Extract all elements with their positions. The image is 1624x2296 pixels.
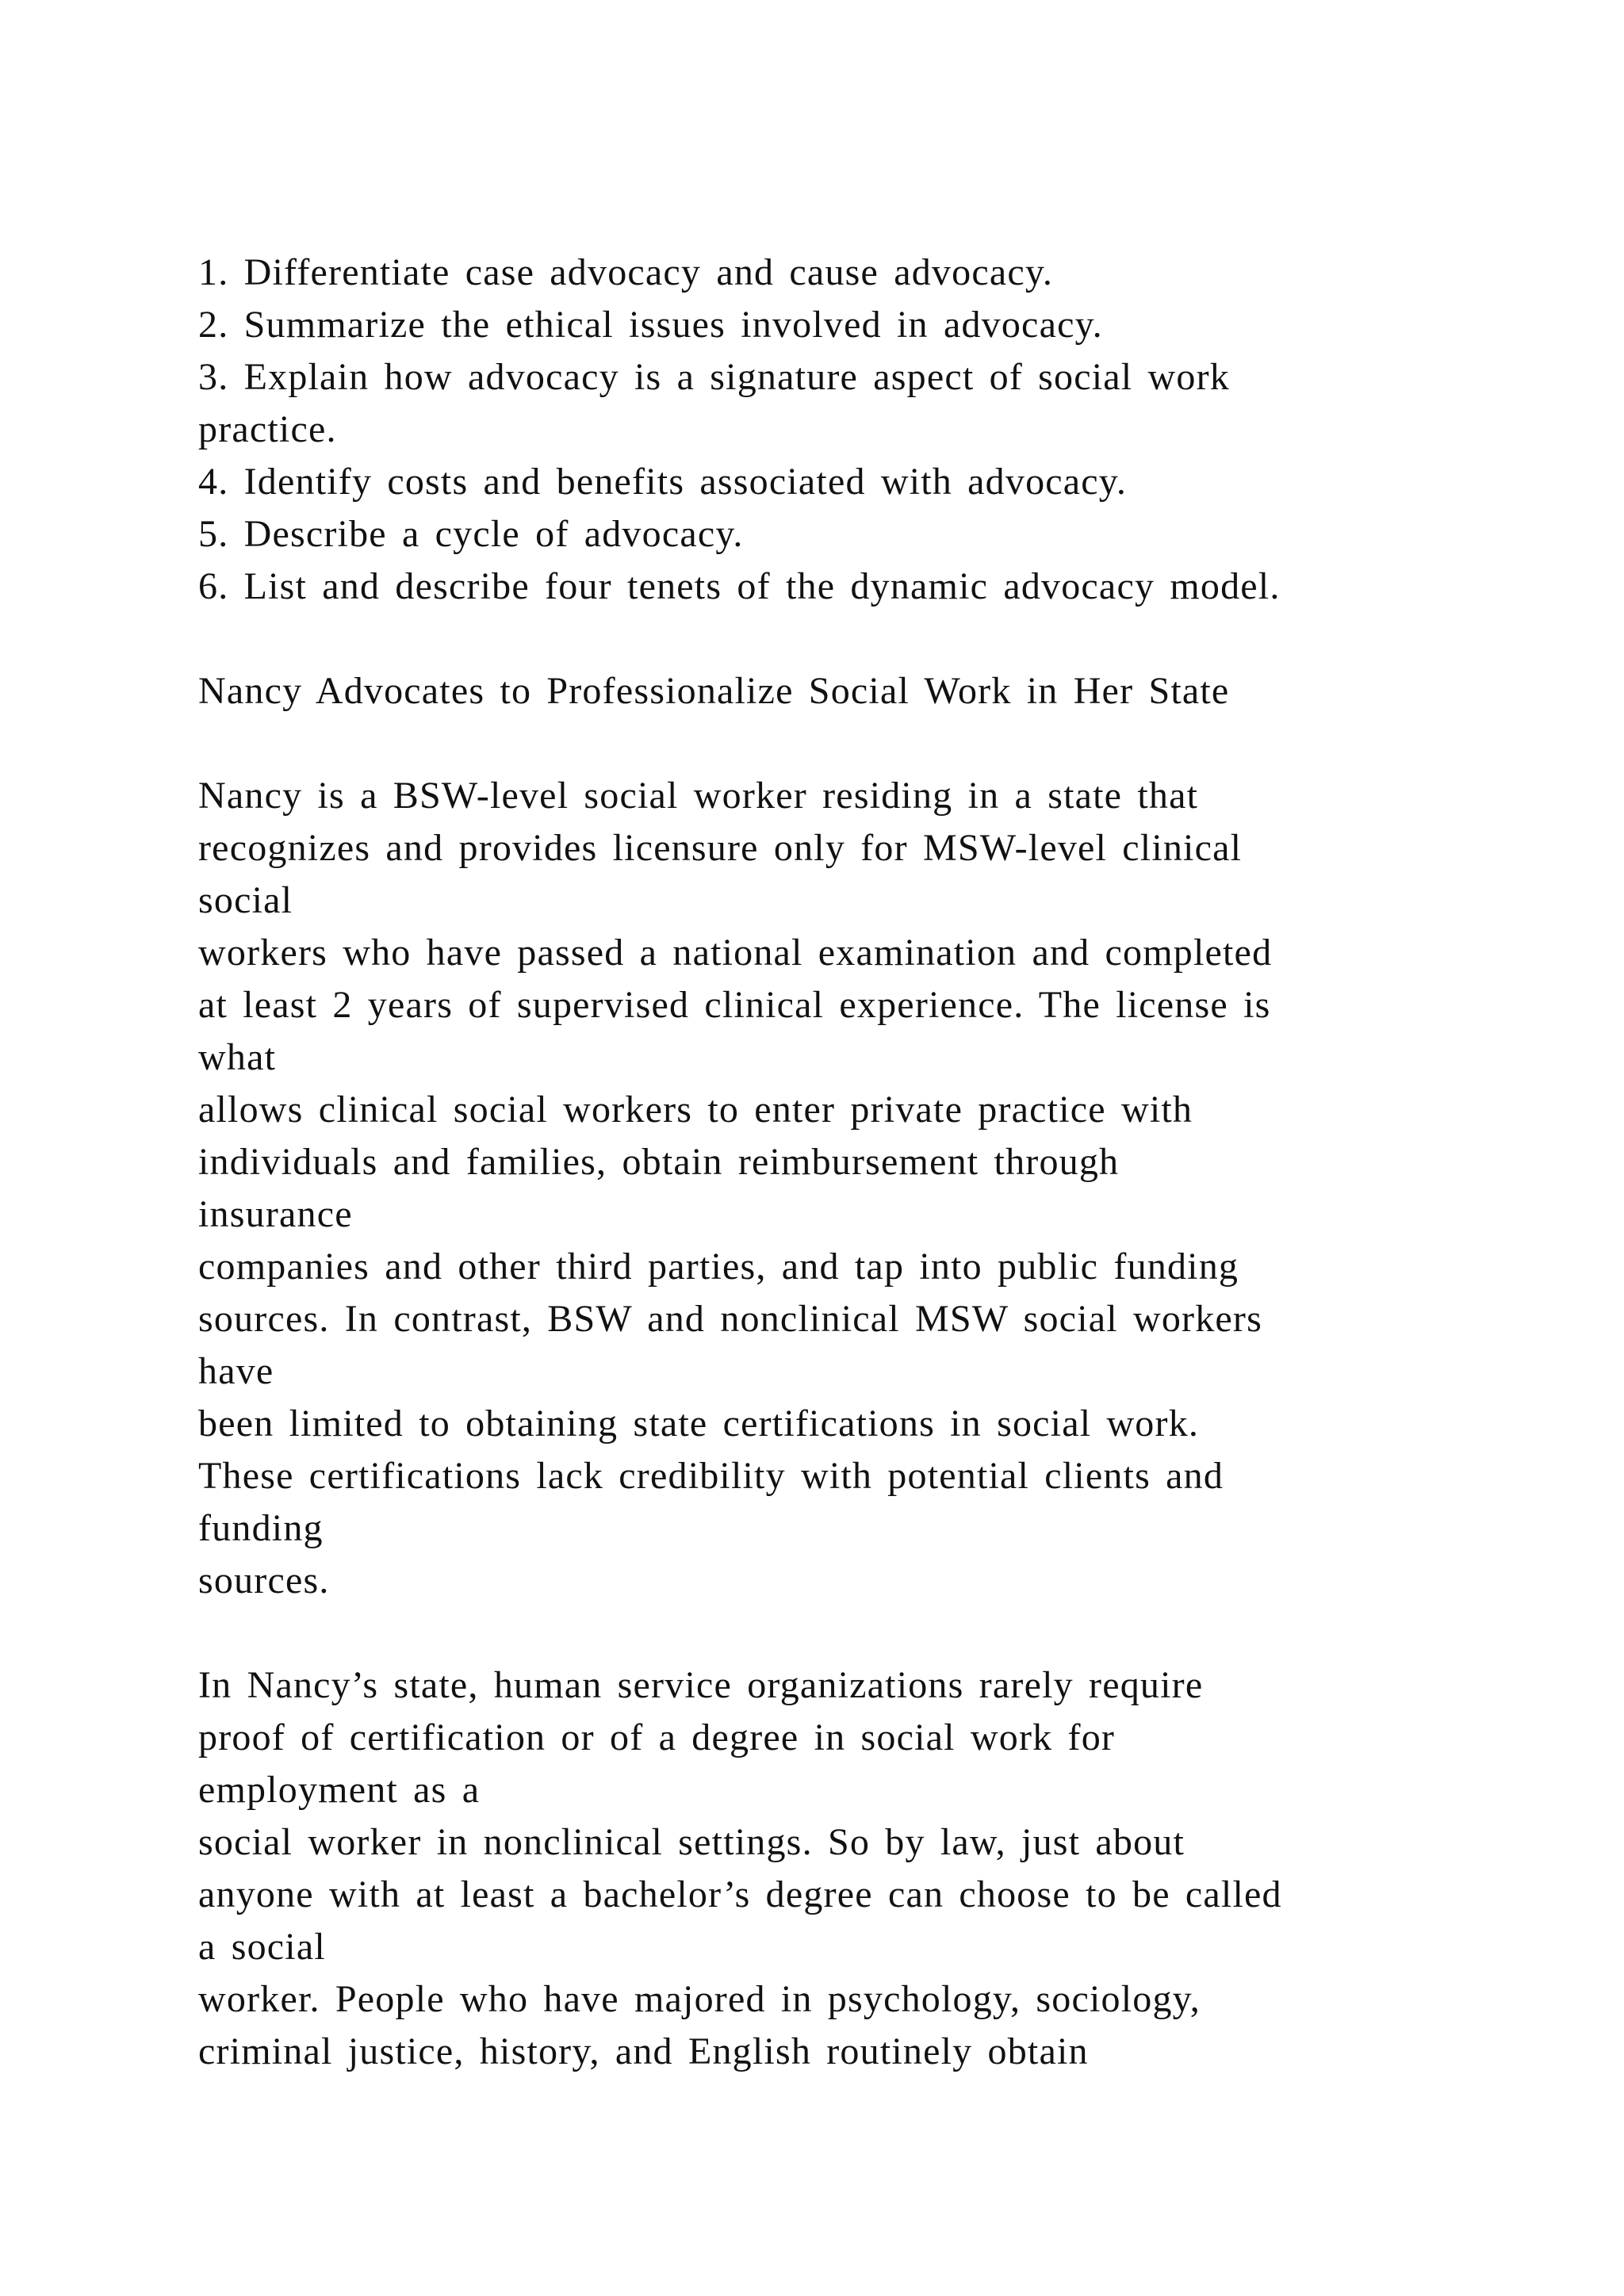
paragraph-line: employment as a [198, 1769, 481, 1811]
paragraph-line: companies and other third parties, and tap into public funding [198, 1246, 1239, 1288]
objective-line: practice. [198, 408, 337, 450]
objective-line: 1. Differentiate case advocacy and cause advocacy. [198, 251, 1054, 293]
paragraph-line: proof of certification or of a degree in social work for [198, 1716, 1116, 1758]
paragraph-line: sources. [198, 1559, 330, 1601]
paragraph-line: at least 2 years of supervised clinical experience. The license is [198, 984, 1271, 1026]
paragraph-line: anyone with at least a bachelor’s degree can choose to be called [198, 1873, 1282, 1915]
paragraph-line: These certifications lack credibility with potential clients and [198, 1455, 1224, 1497]
case-title: Nancy Advocates to Professionalize Social Work in Her State [198, 670, 1230, 712]
paragraph-line: social worker in nonclinical settings. So by law, just about [198, 1821, 1185, 1863]
objective-line: 6. List and describe four tenets of the dynamic advocacy model. [198, 565, 1281, 607]
paragraph-line: have [198, 1350, 274, 1392]
paragraph-line: recognizes and provides licensure only for MSW-level clinical [198, 827, 1243, 869]
paragraph-line: Nancy is a BSW-level social worker residing in a state that [198, 775, 1199, 817]
objective-line: 2. Summarize the ethical issues involved in advocacy. [198, 304, 1103, 346]
paragraph-line: been limited to obtaining state certifications in social work. [198, 1402, 1200, 1445]
spacer [198, 613, 1546, 665]
paragraph-line: worker. People who have majored in psychology, sociology, [198, 1978, 1201, 2020]
objective-line: 5. Describe a cycle of advocacy. [198, 513, 744, 555]
paragraph-1 [198, 770, 1546, 1607]
paragraph-line: insurance [198, 1193, 353, 1235]
paragraph-line: funding [198, 1507, 324, 1549]
paragraph-line: individuals and families, obtain reimbursement through [198, 1141, 1120, 1183]
paragraph-2 [198, 1659, 1546, 2078]
paragraph-line: a social [198, 1926, 326, 1968]
spacer [198, 718, 1546, 770]
paragraph-line: sources. In contrast, BSW and nonclinical MSW social workers [198, 1298, 1262, 1340]
objectives-list [198, 247, 1546, 613]
spacer [198, 1607, 1546, 1659]
paragraph-line: workers who have passed a national examination and completed [198, 932, 1273, 974]
objective-line: 4. Identify costs and benefits associated with advocacy. [198, 461, 1128, 503]
objective-line: 3. Explain how advocacy is a signature aspect of social work [198, 356, 1230, 398]
paragraph-line: allows clinical social workers to enter private practice with [198, 1089, 1193, 1131]
paragraph-line: In Nancy’s state, human service organizations rarely require [198, 1664, 1204, 1706]
paragraph-line: what [198, 1036, 277, 1078]
paragraph-line: criminal justice, history, and English routinely obtain [198, 2030, 1089, 2072]
paragraph-line: social [198, 879, 293, 921]
document-body [198, 247, 1546, 2078]
